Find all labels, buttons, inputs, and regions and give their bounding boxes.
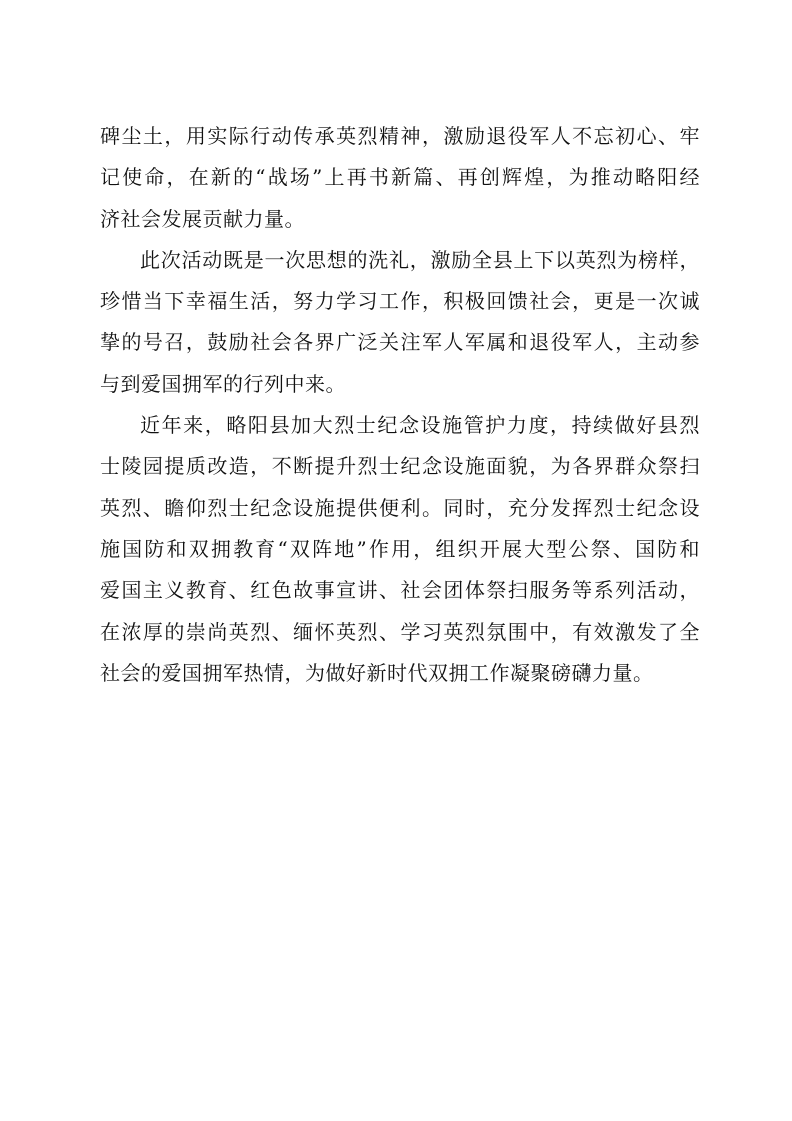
text-line: 珍惜当下幸福生活，努力学习工作，积极回馈社会，更是一次诚 [100,289,700,314]
paragraph-2 [100,240,700,405]
text-line: 记使命，在新的“战场”上再书新篇、再创辉煌，为推动略阳经 [100,165,700,190]
text-line: 与到爱国拥军的行列中来。 [100,371,346,396]
text-line: 社会的爱国拥军热情，为做好新时代双拥工作凝聚磅礴力量。 [100,660,654,685]
text-line: 挚的号召，鼓励社会各界广泛关注军人军属和退役军人，主动参 [100,330,700,355]
paragraph-3 [100,405,700,694]
paragraph-1 [100,116,700,240]
text-line: 在浓厚的崇尚英烈、缅怀英烈、学习英烈氛围中，有效激发了全 [100,619,700,644]
text-line: 此次活动既是一次思想的洗礼，激励全县上下以英烈为榜样， [140,247,700,272]
text-line: 爱国主义教育、红色故事宣讲、社会团体祭扫服务等系列活动， [100,578,700,603]
text-line: 碑尘土，用实际行动传承英烈精神，激励退役军人不忘初心、牢 [100,124,700,148]
body-text [100,116,700,694]
text-line: 近年来，略阳县加大烈士纪念设施管护力度，持续做好县烈 [140,413,700,438]
text-line: 士陵园提质改造，不断提升烈士纪念设施面貌，为各界群众祭扫 [100,454,700,479]
text-line: 济社会发展贡献力量。 [100,206,305,231]
text-line: 施国防和双拥教育“双阵地”作用，组织开展大型公祭、国防和 [100,536,700,561]
text-line: 英烈、瞻仰烈士纪念设施提供便利。同时，充分发挥烈士纪念设 [100,495,700,520]
